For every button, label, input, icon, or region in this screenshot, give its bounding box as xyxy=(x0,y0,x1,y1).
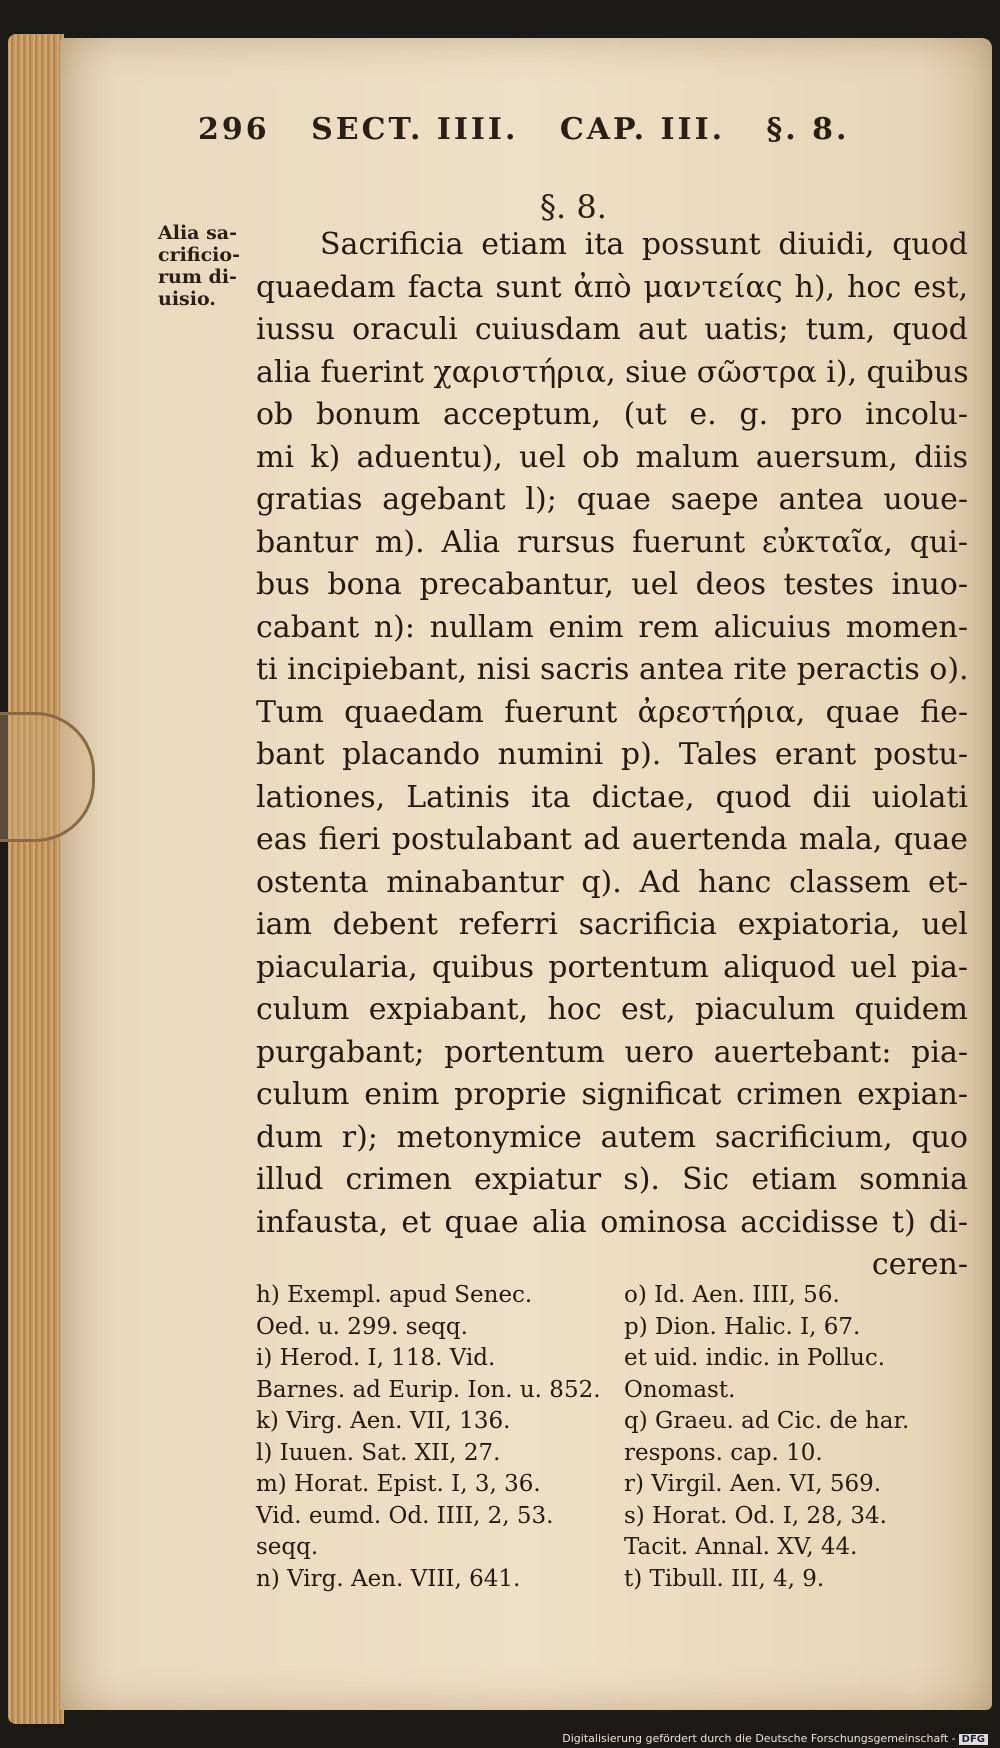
footnote-line: r) Virgil. Aen. VI, 569. xyxy=(624,1471,882,1497)
body-line: bus bona precabantur, uel deos testes inuo- xyxy=(256,567,968,602)
credit-text: Digitalisierung gefördert durch die Deutsche Forschungsgemeinschaft - xyxy=(562,1732,956,1745)
footnote-line: i) Herod. I, 118. Vid. xyxy=(256,1345,496,1371)
footnote-line: s) Horat. Od. I, 28, 34. xyxy=(624,1502,887,1529)
body-line: ti incipiebant, nisi sacris antea rite peractis o). xyxy=(256,652,969,687)
header-paragraph: §. 8. xyxy=(766,112,850,147)
footnote-line: t) Tibull. III, 4, 9. xyxy=(624,1565,825,1592)
margin-note xyxy=(158,222,258,310)
header-chapter: CAP. III. xyxy=(559,112,726,147)
footnote-line: l) Iuuen. Sat. XII, 27. xyxy=(256,1439,501,1466)
body-line: bant placando numini p). Tales erant postu- xyxy=(256,737,968,772)
body-line: ob bonum acceptum, (ut e. g. pro incolu- xyxy=(256,397,968,432)
catchword: ceren- xyxy=(871,1247,968,1282)
dfg-logo: DFG xyxy=(959,1734,988,1745)
body-line: culum enim proprie significat crimen expian- xyxy=(256,1077,968,1112)
margin-note-line: Alia sa- xyxy=(158,222,237,244)
body-line: gratias agebant l); quae saepe antea uoue- xyxy=(256,482,968,517)
digitization-credit xyxy=(562,1732,988,1745)
footnote-line: m) Horat. Epist. I, 3, 36. xyxy=(256,1471,541,1497)
body-text xyxy=(256,224,968,1287)
footnote-line: respons. cap. 10. xyxy=(624,1439,823,1466)
footnotes-right xyxy=(624,1280,964,1595)
footnote-line: Barnes. ad Eurip. Ion. u. 852. xyxy=(256,1376,601,1403)
body-line: Sacrificia etiam ita possunt diuidi, quod xyxy=(320,227,968,262)
body-line: ostenta minabantur q). Ad hanc classem et- xyxy=(256,864,968,900)
body-line: iam debent referri sacrificia expiatoria, uel xyxy=(256,907,968,942)
body-line: lationes, Latinis ita dictae, quod dii uiolati xyxy=(256,779,968,815)
margin-note-line: crificio- xyxy=(158,244,240,266)
footnote-line: o) Id. Aen. IIII, 56. xyxy=(624,1282,840,1308)
footnote-line: et uid. indic. in Polluc. xyxy=(624,1345,886,1371)
body-line: bantur m). Alia rursus fuerunt εὐκταῖα, qui- xyxy=(256,524,968,560)
footnote-line: n) Virg. Aen. VIII, 641. xyxy=(256,1565,521,1592)
footnote-line: Vid. eumd. Od. IIII, 2, 53. xyxy=(256,1502,554,1529)
body-line: purgabant; portentum uero auertebant: pia- xyxy=(256,1034,968,1070)
body-line: mi k) aduentu), uel ob malum auersum, diis xyxy=(256,439,968,475)
body-line: culum expiabant, hoc est, piaculum quidem xyxy=(256,992,968,1027)
margin-note-line: rum di- xyxy=(158,266,237,288)
header-section: SECT. IIII. xyxy=(311,112,519,147)
page-number: 296 xyxy=(198,112,270,147)
section-heading: §. 8. xyxy=(540,188,607,226)
body-line: cabant n): nullam enim rem alicuius momen- xyxy=(256,609,968,645)
body-line: alia fuerint χαριστήρια, siue σῶστρα i), quibus xyxy=(256,354,969,390)
footnote-line: seqq. xyxy=(256,1534,319,1560)
body-line: Tum quaedam fuerunt ἀρεστήρια, quae fie- xyxy=(256,694,968,730)
body-line: eas fieri postulabant ad auertenda mala, quae xyxy=(256,822,968,857)
footnotes-left xyxy=(256,1280,601,1595)
footnote-line: p) Dion. Halic. I, 67. xyxy=(624,1313,861,1340)
body-line: quaedam facta sunt ἀπὸ μαντείας h), hoc est, xyxy=(256,269,968,305)
footnote-line: k) Virg. Aen. VII, 136. xyxy=(256,1408,511,1434)
running-header xyxy=(198,112,858,147)
footnote-line: h) Exempl. apud Senec. xyxy=(256,1282,533,1308)
body-line: dum r); metonymice autem sacrificium, quo xyxy=(256,1119,968,1155)
body-line: iussu oraculi cuiusdam aut uatis; tum, quod xyxy=(256,312,968,347)
body-line: piacularia, quibus portentum aliquod uel pia- xyxy=(256,949,968,985)
body-line: infausta, et quae alia ominosa accidisse t) di- xyxy=(256,1204,968,1240)
body-line: illud crimen expiatur s). Sic etiam somnia xyxy=(256,1162,968,1197)
margin-note-line: uisio. xyxy=(158,288,216,310)
footnote-line: q) Graeu. ad Cic. de har. xyxy=(624,1408,910,1434)
page-edge-stack xyxy=(8,34,64,1724)
footnote-line: Oed. u. 299. seqq. xyxy=(256,1313,468,1340)
footnote-line: Onomast. xyxy=(624,1376,736,1403)
footnote-line: Tacit. Annal. XV, 44. xyxy=(624,1534,858,1560)
